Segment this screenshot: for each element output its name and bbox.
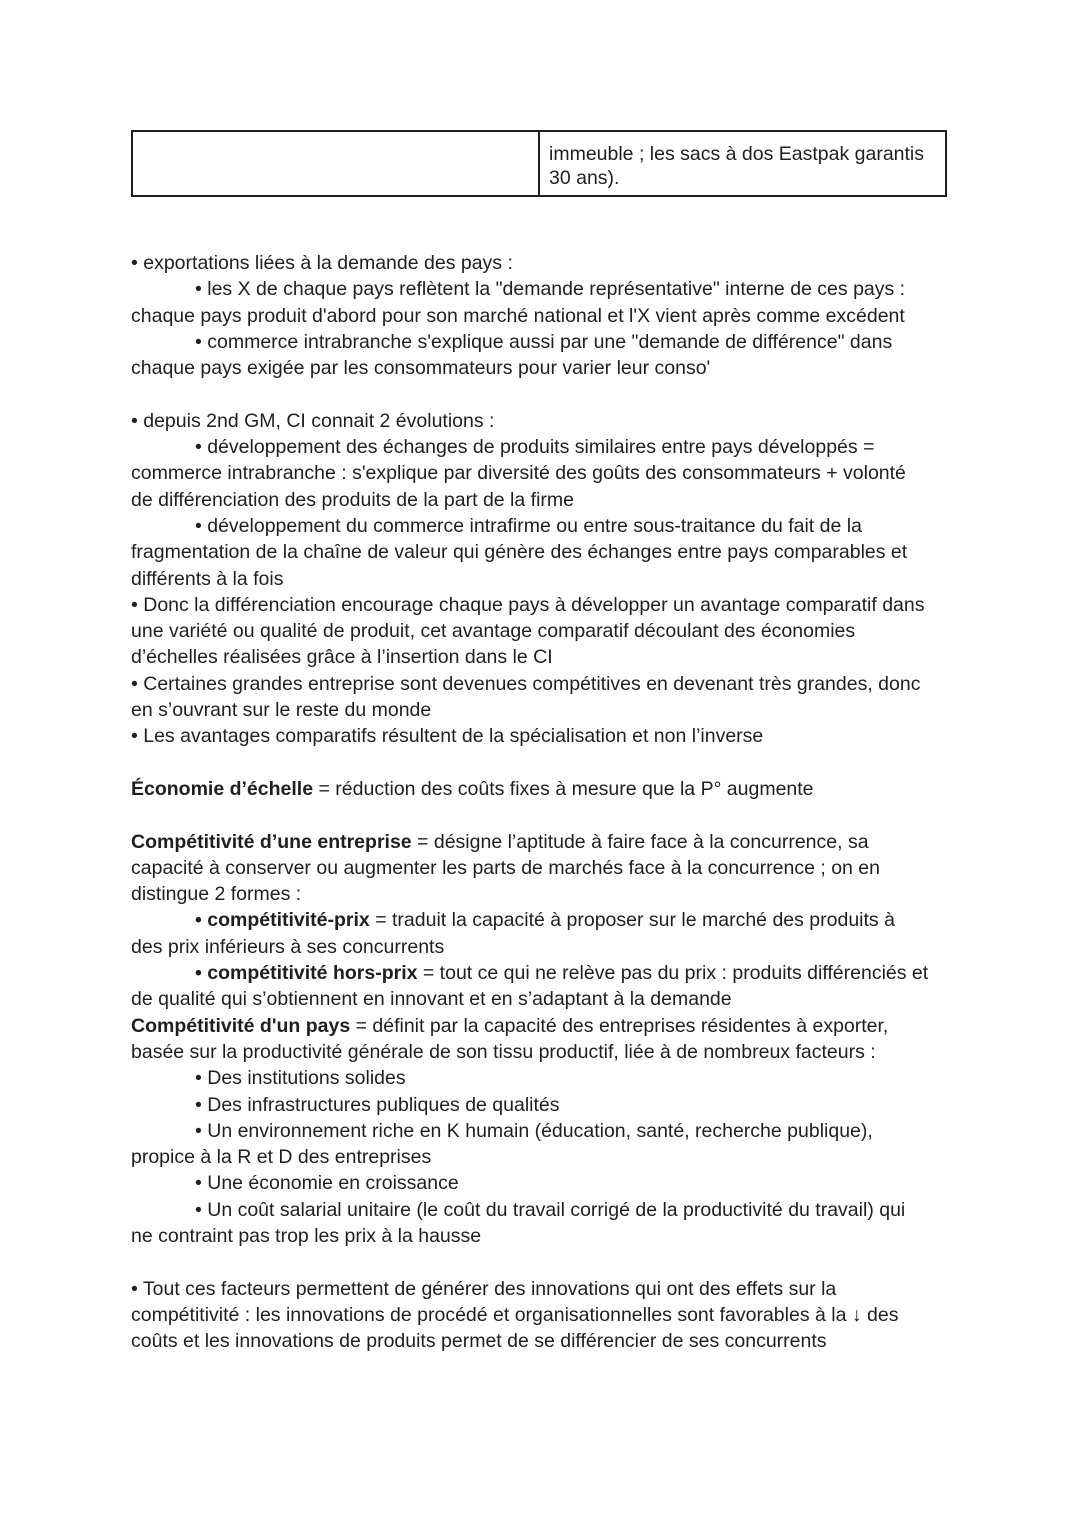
sub-bullet-line: • Un environnement riche en K humain (éducation, santé, recherche publique), [195,1119,873,1142]
text-line: fragmentation de la chaîne de valeur qui génère des échanges entre pays comparables et [131,541,908,564]
sub-term-text: = tout ce qui ne relève pas du prix : produits différenciés et [417,962,929,985]
definition-term: Économie d’échelle [131,777,314,800]
text-line: différents à la fois [131,567,284,590]
sub-bullet-line: • développement du commerce intrafirme ou entre sous-traitance du fait de la [195,514,862,537]
sub-term: • compétitivité-prix [195,909,370,932]
definition-line [131,1013,961,1039]
definition-text: = définit par la capacité des entreprises résidentes à exporter, [350,1014,889,1037]
sub-bullet-line: • les X de chaque pays reflètent la "demande représentative" interne de ces pays : [195,278,906,301]
definition-term: Compétitivité d'un pays [131,1014,351,1037]
text-line: des prix inférieurs à ses concurrents [131,935,445,958]
text-line: de qualité qui s’obtiennent en innovant et en s’adaptant à la demande [131,988,732,1011]
bullet-line: • Donc la différenciation encourage chaque pays à développer un avantage comparatif dans [131,593,925,616]
definition-text: = désigne l’aptitude à faire face à la concurrence, sa [411,830,869,853]
table-cell-right: immeuble ; les sacs à dos Eastpak garantis 30 ans). [539,131,946,196]
sub-bullet-line [131,907,961,933]
text-line: commerce intrabranche : s'explique par diversité des goûts des consommateurs + volonté [131,462,906,485]
definition-line [131,829,961,855]
sub-term-text: = traduit la capacité à proposer sur le marché des produits à [369,909,895,932]
text-line: une variété ou qualité de produit, cet avantage comparatif découlant des économies [131,620,856,643]
section-evolutions-ci [131,408,961,750]
bullet-line: • Les avantages comparatifs résultent de la spécialisation et non l’inverse [131,725,764,748]
sub-term: • compétitivité hors-prix [195,962,418,985]
bullet-line: • depuis 2nd GM, CI connait 2 évolutions : [131,409,495,432]
bullet-line: • Certaines grandes entreprise sont devenues compétitives en devenant très grandes, donc [131,672,921,695]
bullet-line: • exportations liées à la demande des pays : [131,252,513,274]
definition-term: Compétitivité d’une entreprise [131,830,412,853]
table-cell-left [132,131,539,196]
definition-competitivite-pays [131,1013,961,1250]
section-exportations-demande [131,250,961,381]
continuation-table [131,130,947,197]
definition-competitivite-entreprise [131,829,961,1013]
definition-line [131,776,961,802]
text-line: chaque pays exigée par les consommateurs pour varier leur conso' [131,357,711,380]
sub-bullet-line: • Des institutions solides [195,1067,406,1090]
text-line: d’échelles réalisées grâce à l’insertion dans le CI [131,646,553,669]
text-line: chaque pays produit d'abord pour son marché national et l'X vient après comme excédent [131,304,905,327]
text-line: capacité à conserver ou augmenter les parts de marchés face à la concurrence ; on en [131,856,880,879]
table-row [132,131,946,196]
text-line: compétitivité : les innovations de procédé et organisationnelles sont favorables à la ↓ des [131,1303,899,1326]
text-line: distingue 2 formes : [131,883,302,906]
text-line: propice à la R et D des entreprises [131,1146,432,1169]
bullet-line: • Tout ces facteurs permettent de générer des innovations qui ont des effets sur la [131,1277,837,1300]
text-line: basée sur la productivité générale de son tissu productif, liée à de nombreux facteurs : [131,1040,876,1063]
sub-bullet-line: • développement des échanges de produits similaires entre pays développés = [195,436,875,459]
text-line: coûts et les innovations de produits permet de se différencier de ses concurrents [131,1330,827,1353]
text-line: en s’ouvrant sur le reste du monde [131,699,432,722]
definition-text: = réduction des coûts fixes à mesure que la P° augmente [313,777,814,800]
sub-bullet-line: • Une économie en croissance [195,1172,459,1195]
sub-bullet-line: • Des infrastructures publiques de qualités [195,1093,560,1116]
sub-bullet-line: • commerce intrabranche s'explique aussi par une "demande de différence" dans [195,330,893,353]
text-line: de différenciation des produits de la part de la firme [131,488,574,511]
sub-bullet-line: • Un coût salarial unitaire (le coût du travail corrigé de la productivité du travail) qui [195,1198,906,1221]
section-innovations [131,1276,961,1355]
sub-bullet-line [131,960,961,986]
text-line: ne contraint pas trop les prix à la hausse [131,1224,482,1247]
document-body [131,250,961,1354]
definition-economie-echelle [131,776,961,802]
